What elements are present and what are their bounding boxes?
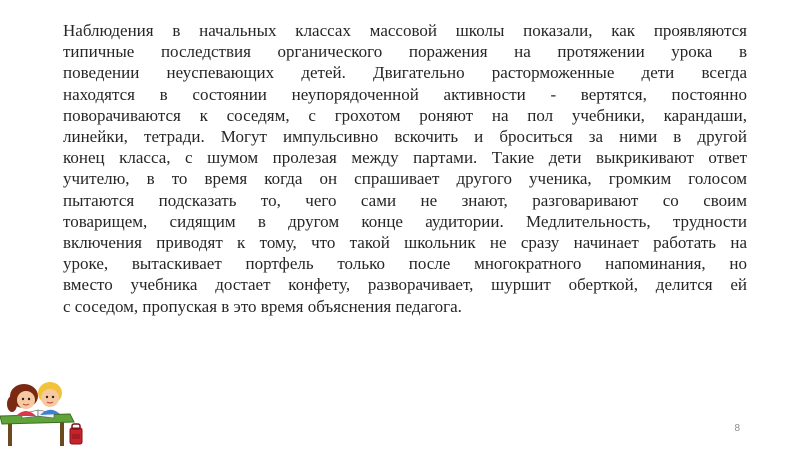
paragraph-line: учителю, в то время когда он спрашивает другого ученика, громким голосом — [63, 169, 747, 189]
paragraph-line: вместо учебника достает конфету, разворачивает, шуршит оберткой, делится ей — [63, 275, 747, 295]
paragraph-line: включения приводят к тому, что такой школьник не сразу начинает работать на — [63, 233, 747, 253]
paragraph-line: Наблюдения в начальных классах массовой школы показали, как проявляются — [63, 21, 747, 40]
paragraph-line: линейки, тетради. Могут импульсивно вскочить и броситься за ними в другой — [63, 127, 747, 147]
paragraph-line: с соседом, пропуская в это время объяснения педагога. — [63, 296, 462, 316]
paragraph-line: пытаются подсказать то, чего сами не знают, разговаривают со своим — [63, 190, 747, 210]
paragraph-line: конец класса, с шумом пролезая между партами. Такие дети выкрикивают ответ — [63, 148, 747, 168]
slide-number: 8 — [734, 423, 740, 434]
paragraph-line: товарищем, сидящим в другом конце аудитории. Медлительность, трудности — [63, 211, 747, 231]
paragraph-line: находятся в состоянии неупорядоченной активности - вертятся, постоянно — [63, 84, 747, 104]
body-paragraph — [63, 20, 747, 317]
paragraph-line: поведении неуспевающих детей. Двигательно расторможенные дети всегда — [63, 63, 747, 83]
paragraph-line: типичные последствия органического поражения на протяжении урока в — [63, 42, 747, 62]
paragraph-line: поворачиваются к соседям, с грохотом роняют на пол учебники, карандаши, — [63, 105, 747, 125]
children-at-desk-icon — [0, 378, 90, 450]
paragraph-line: уроке, вытаскивает портфель только после многократного напоминания, но — [63, 254, 747, 274]
